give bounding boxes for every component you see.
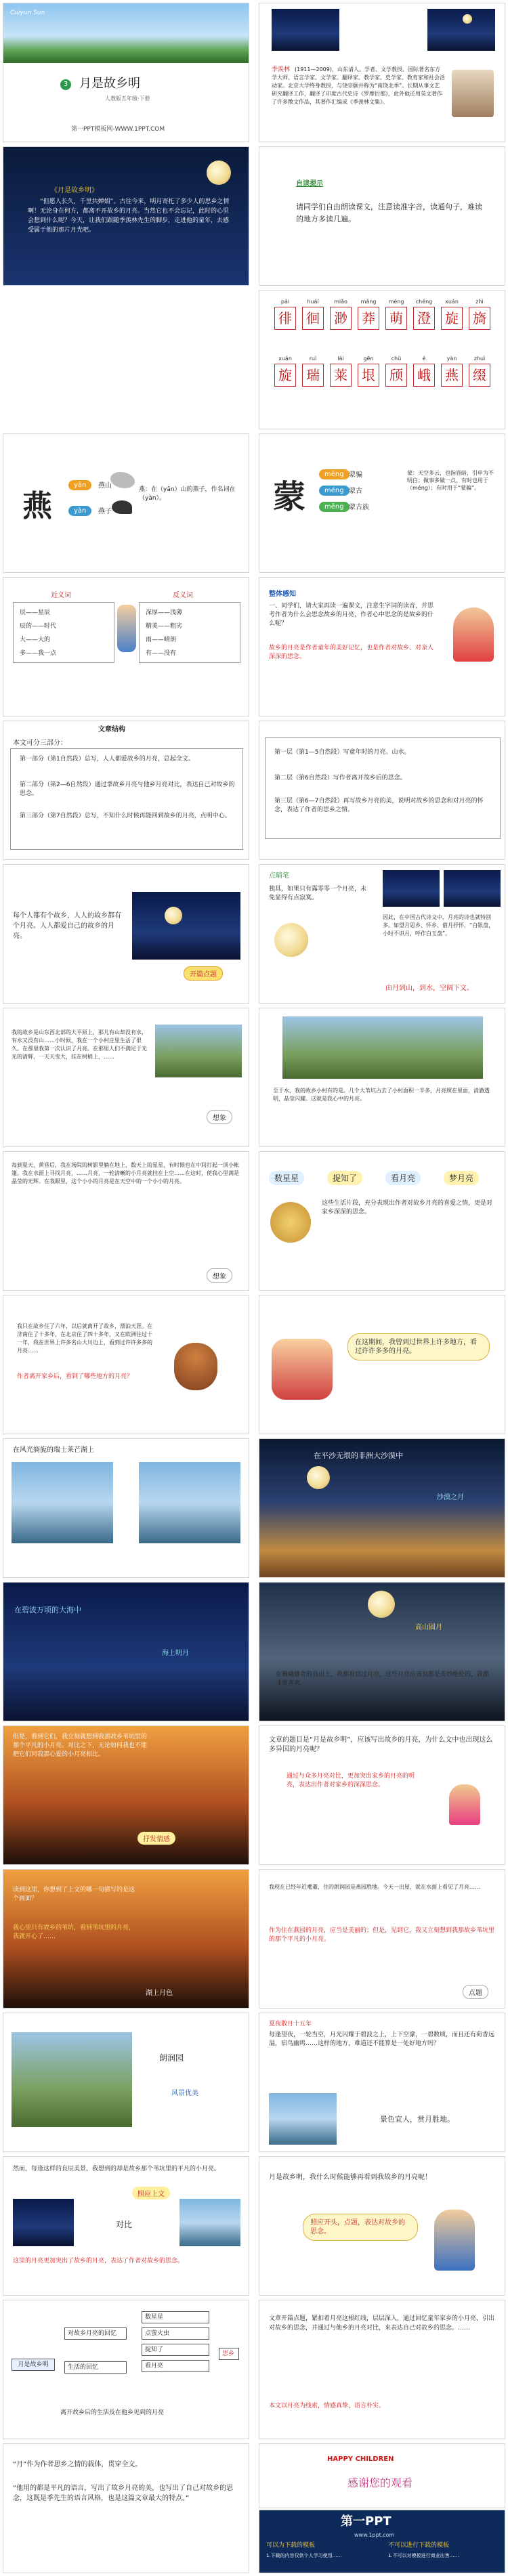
opening-button[interactable]: 开篇点题: [184, 966, 223, 981]
summary-hint: 本文以月亮为线索，情感真挚，语言朴实。: [269, 2403, 385, 2409]
antonym-title: 反义词: [173, 592, 193, 599]
intro-heading: 《月是故乡明》: [51, 187, 98, 194]
slide-sea: [3, 1582, 249, 1721]
mindmap-leaf: 数星星: [142, 2311, 209, 2323]
layer-1: 第一层（第1—5自然段）写童年时的月亮。山水。: [274, 749, 410, 756]
mindmap-branch: 对故乡月亮的回忆: [64, 2327, 127, 2340]
slide-highlight: [259, 864, 505, 1004]
reading-2: méng: [319, 486, 350, 496]
slide-desert: [259, 1438, 505, 1578]
layer-3: 第三层（第6—7自然段）再写故乡月亮的美，说明对故乡的思念和对月亮的怀念，表达了作者的思乡之情。: [274, 798, 484, 813]
echo-tag: 照应上文: [132, 2187, 170, 2199]
swallow-icon: [112, 500, 132, 514]
char-cell: 颀: [385, 364, 407, 387]
overall-question: 一、同学们，请大家再读一遍课文，注意生字词的读音，并思考作者为什么会思念故乡的月亮，作者心中思念的是故乡的什么呢？: [269, 603, 434, 627]
moon-icon: [368, 1591, 395, 1618]
lake-photo-2: [139, 1462, 240, 1543]
pinyin-label: méng: [388, 299, 404, 305]
pinyin-label: xuán: [445, 299, 459, 305]
pinyin-label: yàn: [446, 356, 457, 362]
char-cell: 旋: [274, 364, 296, 387]
brand-left-title: 可以为下载的模板: [266, 2542, 316, 2549]
footer-site: 第一PPT模板网-WWW.1PPT.COM: [71, 126, 165, 133]
fragment-tag: 捉知了: [327, 1171, 362, 1185]
contrast-question: 文章的题目是“月是故乡明”，应该写出故乡的月亮，为什么文中也出现这么多异国的月亮呢？: [269, 1736, 493, 1753]
sea-photo: [3, 1583, 249, 1721]
plain-photo: [155, 1025, 242, 1077]
slide-new-words: [259, 290, 505, 429]
word-pair: 深厚——浅薄: [146, 609, 183, 616]
slide-contrast: [3, 2156, 249, 2296]
slide-fragments: [259, 1151, 505, 1291]
highlight-text: 因此，在中国古代诗文中，月亮的诗也就特别多。如望月思乡、怀乡、借月抒怀，“白银盘，小时不识月，呼作白玉盘”。: [383, 914, 494, 937]
slide-style: [3, 2443, 249, 2573]
brand-right-text: 1.不可以对模板进行商业出售……: [388, 2553, 459, 2558]
slide-contrast-q: [259, 1725, 505, 1865]
mountain-caption: 高山圆月: [415, 1624, 442, 1631]
ending-answer: 照应开头，点题，表达对故乡的思念。: [303, 2214, 418, 2241]
moon-night-photo: [13, 2199, 74, 2246]
moon-icon: [207, 160, 231, 185]
yanyuan-highlight: 作为住在燕园的月亮，应当是美丽的；但是，见到它，我又立刻想到我那故乡苇坑里的那个平凡的小月亮。: [269, 1927, 495, 1943]
desert-caption: 沙漠之月: [437, 1494, 464, 1501]
dui-label: 对比: [116, 2220, 133, 2229]
hometown-text: 我的故乡是山东西北部的大平原上，那儿有山却没有水，有水又没有山……小时候，我在一个小村庄里生活了很久。在那里我第一次认识了月亮。在那里人们不满足于光光的清辉，一天天变大，挂在树梢上，……: [12, 1029, 147, 1060]
word-pair: 雨——晴朗: [146, 637, 177, 643]
langrunyuan-sub: 风景优美: [171, 2090, 198, 2097]
ending-question: 月是故乡明，我什么时候能够再看到我故乡的月亮呢！: [269, 2174, 431, 2181]
slide-hometown: [3, 1008, 249, 1147]
slide-layers: [259, 721, 505, 860]
bird-icon: [110, 472, 135, 488]
pinyin-label: huái: [307, 299, 319, 305]
imagine-tag: 想象: [207, 1110, 232, 1124]
kids-icon: [117, 605, 136, 652]
brand-left-text: 1.下载的内容仅供个人学习使用……: [266, 2553, 342, 2558]
pinyin-label: xuán: [278, 356, 292, 362]
slide-brand: [259, 2510, 505, 2573]
word-pair: 辰——星辰: [20, 609, 51, 616]
char-cell: 垠: [358, 364, 379, 387]
intro-body: “但愿人长久，千里共婵娟”。古往今来，明月寄托了多少人的思乡之情啊！无论身在何方，都离不开故乡的月亮。当然它也不会忘记，此时的心里会想到什么呢？今天，让我们跟随季羡林先生的脚步，走进他的童年，去感受属于他的那片月光吧。: [28, 198, 230, 234]
pinyin-label: pái: [280, 299, 290, 305]
child-icon: [453, 607, 494, 662]
slide-synonyms: [3, 577, 249, 716]
slide-title: [3, 3, 249, 142]
slide-intro: [3, 146, 249, 286]
contrast-hint: 这里的月亮更加突出了故乡的月亮，表达了作者对故乡的思念。: [13, 2258, 184, 2264]
scenery-photo-1: [383, 870, 440, 907]
char-cell: 旋: [441, 307, 463, 330]
highlight-label: 点睛笔: [269, 872, 289, 880]
slide-places: [259, 1295, 505, 1434]
reading-2: yàn: [68, 506, 91, 516]
lake-scene-sub: 湖上月色: [146, 1990, 173, 1997]
wander-text: 我只在故乡住了六年，以后就离开了故乡，漂泊天涯。在济南住了十多年，在北京住了四十多年，又在欧洲住过十一年，我在世界上许多名山大川边上，看到过许许多多的月亮……: [17, 1323, 152, 1354]
big-char: 燕: [22, 489, 52, 523]
sea-title: 在碧波万顷的大海中: [14, 1606, 81, 1614]
brand-site[interactable]: www.1ppt.com: [354, 2532, 395, 2538]
lotus-photo: [269, 2093, 337, 2145]
structure-title: 文章结构: [98, 726, 125, 733]
moon-icon: [463, 14, 472, 24]
summary-text: 文章开篇点题，紧扣着月亮这根红线，层层深入，通过回忆童年家乡的小月亮，引出对故乡的思念，并通过与他乡的月亮对比，来表达自己对故乡的思念。……: [269, 2315, 495, 2332]
summer-night-caption: 景色宜人，赏月胜地。: [380, 2115, 454, 2124]
swiss-caption: 在风光旖旎的瑞士莱芒湖上: [13, 1446, 94, 1454]
moon-photo: [274, 923, 308, 957]
yanyuan-text: 我现在已经年近耄耋，住的朗润园是燕园胜地。今天一出屋，就在水面上看见了月亮……: [269, 1884, 480, 1890]
imagine-tag: 想象: [207, 1268, 232, 1283]
synonym-title: 近义词: [51, 592, 71, 599]
char-explain: 蒙：天空多云，也指昏暗，引申为不明白；做事多做一点、有时也用于（méng）；有时用于“蒙骗”。: [407, 470, 494, 491]
mountain-text: 在巍峨雄奇的高山上，我都看到过月亮，这些月亮应该说都是美妙绝伦的，我都非常喜欢。: [276, 1671, 490, 1687]
part-2: 第二部分（第2—6自然段）通过拿故乡月亮与他乡月亮对比，表达自己对故乡的思念。: [20, 781, 235, 797]
word-1: 蒙骗: [349, 471, 362, 479]
slide-swiss-lake: [3, 1438, 249, 1578]
pinyin-label: zhì: [475, 299, 484, 305]
slide-emotion: [3, 1725, 249, 1865]
contrast-answer: 通过与众多月亮对比，更加突出家乡的月亮的明亮，表达出作者对家乡的深深思念。: [287, 1773, 415, 1788]
lake-scene-question: 读到这里，你想到了上文的哪一句描写的是这个画面？: [13, 1887, 135, 1902]
pinyin-label: é: [422, 356, 426, 362]
char-cell: 澄: [413, 307, 435, 330]
water-text: 至于水，我的故乡小村有的是。几个大苇坑占去了小村面积一半多，月亮照在里面，清澈透明，晶莹闪耀。这就是我心中的月亮。: [273, 1088, 490, 1102]
moon-cartoon-icon: [270, 1202, 311, 1243]
emotion-text: 但是，看到它们，我立刻就想到我那故乡苇坑里的那个平凡的小月亮。对比之下，无论如何我也不能把它们同我那心爱的小月亮相比。: [13, 1734, 148, 1758]
structure-intro: 本文可分三部分：: [13, 739, 67, 747]
pinyin-label: mǎng: [360, 299, 377, 305]
night-photo: [132, 892, 240, 960]
reading-1: mēng: [319, 469, 350, 479]
lake-photo-1: [12, 1462, 113, 1543]
author-portrait: [452, 70, 494, 117]
wander-question: 作者离开家乡后，看到了哪些地方的月亮？: [17, 1373, 133, 1380]
mindmap-center: 月是故乡明: [12, 2359, 55, 2371]
highlight-caption: 由月到山，到水，空阔下文。: [385, 985, 473, 992]
lesson-number-badge: 3: [60, 79, 71, 90]
lesson-title: 月是故乡明: [79, 77, 140, 91]
overall-hint: 故乡的月亮是作者童年的美好记忆，也是作者对故乡、对亲人深深的思念。: [269, 645, 434, 660]
fragments-text: 这些生活片段，充分表现出作者对故乡月亮的喜爱之情，更是对家乡深深的思念。: [322, 1200, 493, 1216]
part-1: 第一部分（第1自然段）总写，人人都爱故乡的月亮，总起全文。: [20, 756, 194, 763]
char-cell: 渺: [330, 307, 352, 330]
slide-ending: [259, 2156, 505, 2296]
char-cell: 徊: [302, 307, 324, 330]
slide-mountain: [259, 1582, 505, 1721]
thanks-brand: HAPPY CHILDREN: [327, 2455, 394, 2463]
mindmap-branch: 生活的回忆: [64, 2361, 127, 2374]
mindmap-leaf: 看月亮: [142, 2360, 209, 2372]
layer-2: 第二层（第6自然段）写作者离开故乡后的思念。: [274, 775, 406, 781]
author-photo-right: [427, 9, 495, 51]
boy-icon: [434, 2210, 475, 2271]
mindmap-leaf: 捉知了: [142, 2344, 209, 2356]
opening-text: 每个人都有个故乡，人人的故乡都有个月亮。人人都爱自己的故乡的月亮。: [13, 912, 121, 940]
author-name: 季羡林: [272, 66, 291, 73]
slide-structure: [3, 721, 249, 860]
scenery-photo-2: [444, 870, 501, 907]
pinyin-label: zhuì: [473, 356, 486, 362]
summer-night-text: 每逢望夜，一轮当空，月光闪耀于碧波之上，上下空濛，一碧数顷，而且还有荷香远溢，宿鸟幽鸣……这样的地方，难道还不能算是一处好地方吗？: [269, 2032, 495, 2047]
char-cell: 瑞: [302, 364, 324, 387]
part-3: 第三部分（第7自然段）总写，不知什么时候再能回到故乡的月亮，点明中心。: [20, 813, 231, 819]
langrunyuan-title: 朗润园: [159, 2053, 184, 2063]
langrunyuan-photo: [12, 2032, 132, 2127]
village-photo: [282, 1016, 483, 1079]
tips-body: 请同学们自由朗读课文，注意读准字音，读通句子，难读的地方多读几遍。: [296, 202, 482, 223]
word-1: 燕山: [98, 482, 112, 490]
summer-night-heading: 夏夜散月十五年: [269, 2021, 312, 2027]
mindmap-leaf: 点萤火虫: [142, 2327, 209, 2340]
style-p2: “他用的都是平凡的语言，写出了故乡月亮的美，也写出了自己对故乡的思念，这既是季先生的语言风格，也是这篇文章最大的特点。”: [13, 2485, 234, 2502]
author-photo-left: [272, 9, 339, 51]
reading-1: yān: [68, 480, 91, 490]
lake-scene-answer: 我心里只有故乡的苇坑，看到苇坑里的月亮，我就开心了……: [13, 1925, 135, 1940]
moon-icon: [307, 1466, 330, 1489]
slide-thanks: [259, 2443, 505, 2508]
highlight-question: 独具，如果只有露零零一个月亮，未免显得有点寂寞。: [269, 886, 367, 901]
slide-wander: [3, 1295, 249, 1434]
lesson-subtitle: 人教版五年级·下册: [105, 95, 150, 102]
desert-title: 在平沙无垠的非洲大沙漠中: [314, 1451, 403, 1460]
word-2: 燕子: [98, 508, 112, 515]
slide-char-meng: [259, 433, 505, 573]
word-pair: 精美——粗劣: [146, 623, 183, 630]
girl-icon: [449, 1784, 480, 1825]
slide-water: [259, 1008, 505, 1147]
children-icon: [272, 1339, 333, 1400]
slide-yanyuan: [259, 1869, 505, 2009]
fragment-tag: 数星星: [269, 1171, 304, 1185]
pinyin-label: chù: [391, 356, 402, 362]
slide-mindmap: [3, 2300, 249, 2439]
slide-overall: [259, 577, 505, 716]
char-cell: 旖: [469, 307, 490, 330]
bear-icon: [174, 1343, 217, 1390]
fragment-tag: 看月亮: [385, 1171, 421, 1185]
word-3: 蒙古族: [349, 504, 369, 511]
summer-text: 每到夏天，黄昏后，我在场院的树影里躺在地上，数天上的星星，有时候也在中间打起一顶小帐篷。我在水面上寻找月亮，……月亮，一轮清晰的小月亮就挂在上空……在这时，使我心里满是晶莹的光辉。在我眼里，这个小小的月亮是在天空中的一个小小的月亮。: [12, 1162, 239, 1184]
char-cell: 缀: [469, 364, 490, 387]
slide-summer-night: [259, 2013, 505, 2152]
big-char: 蒙: [273, 478, 306, 516]
moon-icon: [165, 907, 182, 924]
char-cell: 峨: [413, 364, 435, 387]
char-explain: 燕：在（yān）山的燕子，作名词在（yàn）。: [139, 486, 236, 502]
author-bio: (1911—2009)，山东清人。学者、文学教授、国际著名东方学大师、语言学家、文学家。翻译家、教学家、史学家、教育家和社会活动家。北京大学终身教授，与饶宗颐并称为“南饶北季”。长期从事文艺研究翻译工作，翻译了印度古代史诗《罗摩衍那》，此外他还用英文著作了许多散文作品，其著作汇编成《季羡林文集》。: [272, 66, 445, 105]
pinyin-label: miǎo: [334, 299, 347, 305]
slide-reading-tips: [259, 146, 505, 286]
word-pair: 大——大的: [20, 637, 51, 643]
slide-lake-scene: [3, 1869, 249, 2009]
emotion-button[interactable]: 抒发情感: [137, 1832, 175, 1845]
reading-3: měng: [319, 502, 350, 512]
style-p1: “月”作为作者思乡之情的载体，贯穿全文。: [13, 2461, 142, 2468]
mindmap-bottom: 离开故乡后的生活及在他乡见到的月亮: [60, 2409, 165, 2416]
char-cell: 徘: [274, 307, 296, 330]
char-cell: 燕: [441, 364, 463, 387]
thanks-text: 感谢您的观看: [347, 2476, 413, 2489]
char-cell: 莽: [358, 307, 379, 330]
brand-logo: 第一PPT: [341, 2514, 391, 2529]
slide-summary-a: [259, 2300, 505, 2439]
slide-char-yan: [3, 433, 249, 573]
word-pair: 辰的——时代: [20, 623, 57, 630]
slide-langrunyuan: [3, 2013, 249, 2152]
brand-right-title: 不可以进行下载的模板: [388, 2542, 450, 2549]
sea-caption: 海上明月: [162, 1650, 189, 1657]
pinyin-label: ruì: [309, 356, 317, 362]
banner-sign: Cuiyun Sun: [10, 9, 45, 16]
char-cell: 莱: [330, 364, 352, 387]
overall-tag: 整体感知: [269, 591, 296, 598]
pinyin-label: chéng: [415, 299, 433, 305]
word-pair: 多——我一点: [20, 650, 57, 657]
fragment-tag: 梦月亮: [444, 1171, 479, 1185]
contrast-text: 然而，每逢这样的良辰美景，我想到的却是故乡那个苇坑里的平凡的小月亮。: [13, 2166, 221, 2172]
word-2: 蒙古: [349, 488, 362, 495]
slide-author: [259, 3, 505, 142]
mindmap-right: 思乡: [219, 2348, 239, 2360]
tips-heading: 自读提示: [296, 180, 323, 188]
pinyin-label: lái: [337, 356, 344, 362]
word-pair: 有——没有: [146, 650, 177, 657]
char-cell: 萌: [385, 307, 407, 330]
hometown-photo: [179, 2199, 240, 2246]
places-bubble: 在这期间，我曾到过世界上许多地方，看过许许多多的月亮。: [347, 1333, 490, 1360]
slide-summer: [3, 1151, 249, 1291]
slide-opening: [3, 864, 249, 1004]
pinyin-label: gēn: [363, 356, 374, 362]
yanyuan-tag: 点题: [463, 1985, 488, 1999]
